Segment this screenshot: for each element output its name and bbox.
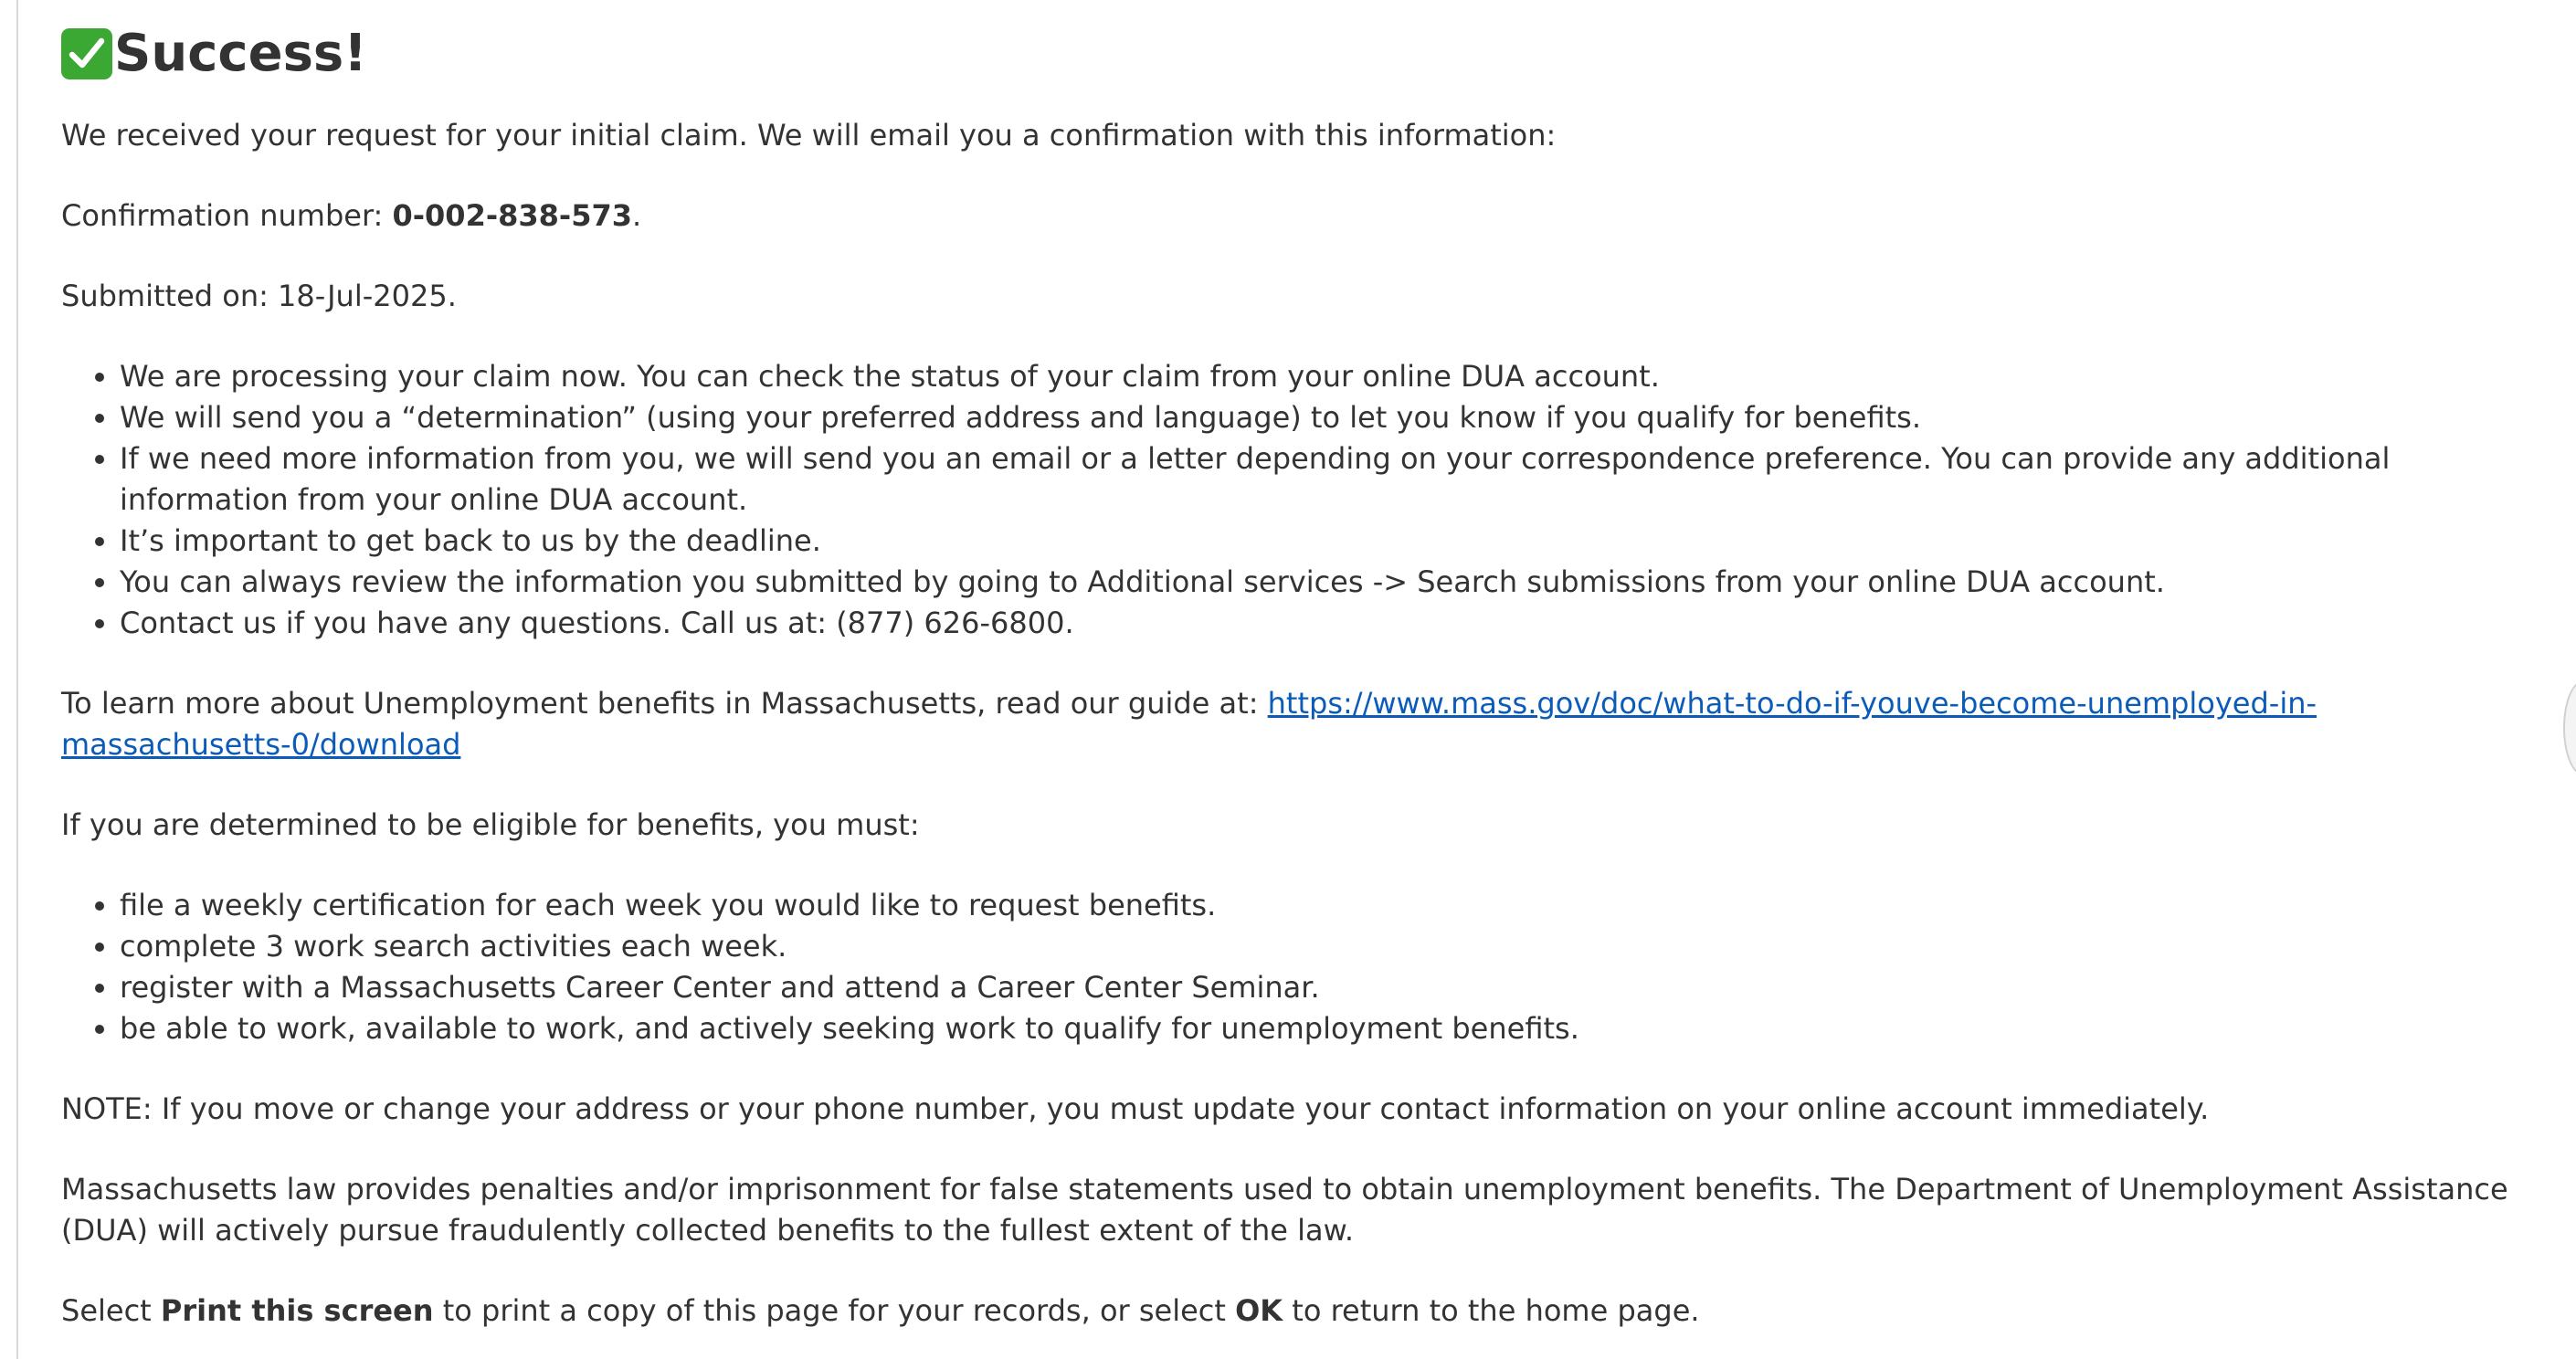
guide-text: To learn more about Unemployment benefits in Massachusetts, read our guide at: xyxy=(61,686,1268,721)
confirmation-line xyxy=(61,195,2528,237)
status-list xyxy=(61,356,2528,644)
page-title xyxy=(61,22,2528,86)
intro-text: We received your request for your initial claim. We will email you a confirmation with this information: xyxy=(61,118,1557,153)
list-item: • be able to work, available to work, and actively seeking work to qualify for unemployment benefits. xyxy=(120,1008,2528,1049)
list-item: • It’s important to get back to us by the deadline. xyxy=(120,521,2528,562)
confirmation-number: 0-002-838-573 xyxy=(392,198,632,233)
final-prefix: Select xyxy=(61,1293,161,1328)
list-item: • We will send you a “determination” (using your preferred address and language) to let you know if you qualify for benefits. xyxy=(120,397,2528,438)
print-screen-reference: Print this screen xyxy=(160,1293,434,1328)
final-middle: to print a copy of this page for your records, or select xyxy=(433,1293,1236,1328)
confirmation-suffix: . xyxy=(631,198,642,233)
confirmation-label: Confirmation number: xyxy=(61,198,393,233)
final-instructions xyxy=(61,1291,2528,1332)
note-text: NOTE: If you move or change your address or your phone number, you must update your contact information on your online account immediately. xyxy=(61,1091,2210,1126)
guide-paragraph xyxy=(61,683,2528,765)
guide-link[interactable]: https://www.mass.gov/doc/what-to-do-if-youve-become-unemployed-in-massachusetts-0/download xyxy=(61,686,2317,762)
page-title-text: Success! xyxy=(114,24,367,83)
list-item: • file a weekly certification for each week you would like to request benefits. xyxy=(120,885,2528,926)
list-item: • complete 3 work search activities each week. xyxy=(120,926,2528,967)
submitted-date: Submitted on: 18-Jul-2025. xyxy=(61,279,457,313)
list-item: • Contact us if you have any questions. Call us at: (877) 626-6800. xyxy=(120,603,2528,644)
final-suffix: to return to the home page. xyxy=(1283,1293,1700,1328)
list-item: • You can always review the information you submitted by going to Additional services -> Search submissions from your online DUA account. xyxy=(120,562,2528,603)
list-item: • register with a Massachusetts Career Center and attend a Career Center Seminar. xyxy=(120,967,2528,1008)
eligibility-list xyxy=(61,885,2528,1049)
success-page xyxy=(61,22,2528,1359)
eligibility-intro: If you are determined to be eligible for benefits, you must: xyxy=(61,807,920,842)
list-item: • We are processing your claim now. You can check the status of your claim from your online DUA account. xyxy=(120,356,2528,397)
penalty-text: Massachusetts law provides penalties and/or imprisonment for false statements used to obtain unemployment benefits. The Department of Unemployment Assistance (DUA) will actively pursue fraudulently collected benefits to the fullest extent of the law. xyxy=(61,1172,2508,1248)
ok-reference: OK xyxy=(1235,1293,1283,1328)
check-mark-icon xyxy=(61,28,112,79)
list-item: • If we need more information from you, we will send you an email or a letter depending on your correspondence preference. You can provide any additional information from your online DUA account. xyxy=(120,438,2528,521)
